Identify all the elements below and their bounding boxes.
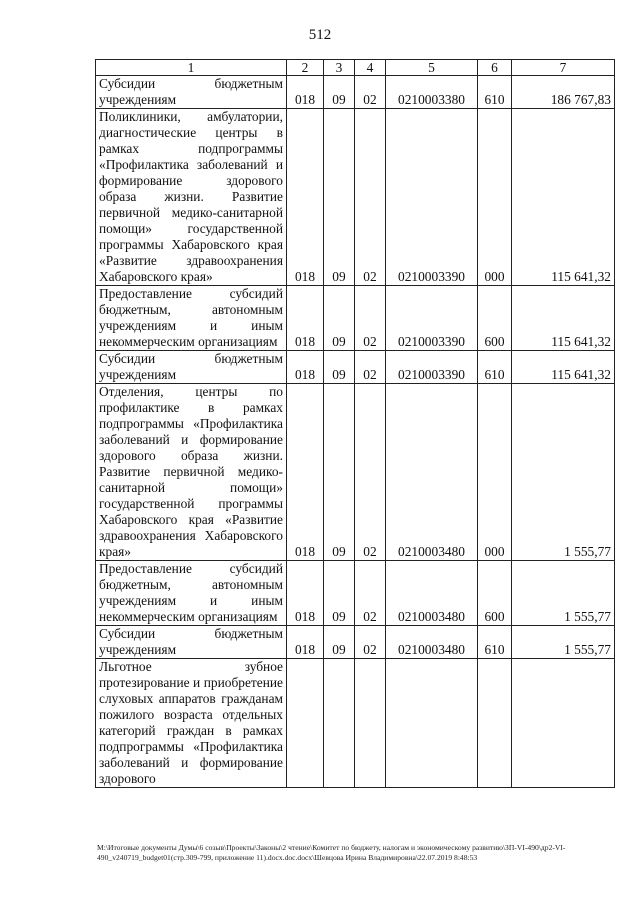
expense-type-code: 600 (478, 561, 512, 626)
ministry-code: 018 (287, 351, 324, 384)
amount: 115 641,32 (512, 286, 615, 351)
row-name: Субсидии бюджетным учреждениям (96, 351, 287, 384)
section-code: 09 (324, 626, 355, 659)
row-name: Субсидии бюджетным учреждениям (96, 626, 287, 659)
target-code: 0210003390 (386, 351, 478, 384)
target-code: 0210003480 (386, 384, 478, 561)
subsection-code: 02 (355, 286, 386, 351)
amount: 115 641,32 (512, 351, 615, 384)
row-name: Субсидии бюджетным учреждениям (96, 76, 287, 109)
page-number: 512 (308, 27, 332, 43)
table-row (96, 384, 615, 561)
column-header-7: 7 (512, 60, 615, 76)
column-header-2: 2 (287, 60, 324, 76)
subsection-code: 02 (355, 384, 386, 561)
expense-type-code: 000 (478, 384, 512, 561)
column-header-3: 3 (324, 60, 355, 76)
subsection-code: 02 (355, 351, 386, 384)
table-row (96, 286, 615, 351)
ministry-code: 018 (287, 384, 324, 561)
table-row (96, 659, 615, 788)
ministry-code: 018 (287, 286, 324, 351)
ministry-code: 018 (287, 626, 324, 659)
section-code: 09 (324, 561, 355, 626)
column-header-6: 6 (478, 60, 512, 76)
target-code: 0210003390 (386, 286, 478, 351)
subsection-code: 02 (355, 109, 386, 286)
document-path-footer: M:\Итоговые документы Думы\6 созыв\Проекты\Законы\2 чтение\Комитет по бюджету, налогам и экономическому развитию\ЗП-VI-490\др2-VI-490_v240719_budget01(стр.309-799, приложение 11).docx.doc.docx\Шевцова Ирина Владимировна\22.07.2019 8:48:53 (97, 843, 566, 862)
section-code: 09 (324, 286, 355, 351)
ministry-code: 018 (287, 76, 324, 109)
subsection-code: 02 (355, 76, 386, 109)
expense-type-code: 610 (478, 76, 512, 109)
table-row (96, 561, 615, 626)
table-row (96, 351, 615, 384)
row-name: Предоставление субсидий бюджетным, автономным учреждениям и иным некоммерческим организациям (96, 286, 287, 351)
row-name: Отделения, центры по профилактике в рамках подпрограммы «Профилактика заболеваний и формирование здорового образа жизни. Развитие первичной медико-санитарной помощи» государственной программы Хабаровского края «Развитие здравоохранения Хабаровского края» (96, 384, 287, 561)
amount (512, 659, 615, 788)
amount: 1 555,77 (512, 626, 615, 659)
column-header-1: 1 (96, 60, 287, 76)
target-code: 0210003480 (386, 561, 478, 626)
amount: 1 555,77 (512, 384, 615, 561)
column-header-4: 4 (355, 60, 386, 76)
ministry-code: 018 (287, 561, 324, 626)
ministry-code: 018 (287, 109, 324, 286)
section-code: 09 (324, 384, 355, 561)
table-row (96, 76, 615, 109)
subsection-code (355, 659, 386, 788)
subsection-code: 02 (355, 626, 386, 659)
subsection-code: 02 (355, 561, 386, 626)
ministry-code (287, 659, 324, 788)
row-name: Предоставление субсидий бюджетным, автономным учреждениям и иным некоммерческим организациям (96, 561, 287, 626)
section-code (324, 659, 355, 788)
target-code: 0210003480 (386, 626, 478, 659)
expense-type-code (478, 659, 512, 788)
table-row (96, 109, 615, 286)
amount: 1 555,77 (512, 561, 615, 626)
target-code: 0210003390 (386, 109, 478, 286)
expense-type-code: 610 (478, 626, 512, 659)
row-name: Поликлиники, амбулатории, диагностические центры в рамках подпрограммы «Профилактика заболеваний и формирование здорового образа жизни. Развитие первичной медико-санитарной помощи» государственной программы Хабаровского края «Развитие здравоохранения Хабаровского края» (96, 109, 287, 286)
row-name: Льготное зубное протезирование и приобретение слуховых аппаратов гражданам пожилого возраста отдельных категорий граждан в рамках подпрограммы «Профилактика заболеваний и формирование здорового (96, 659, 287, 788)
expense-type-code: 610 (478, 351, 512, 384)
amount: 115 641,32 (512, 109, 615, 286)
section-code: 09 (324, 109, 355, 286)
amount: 186 767,83 (512, 76, 615, 109)
table-row (96, 626, 615, 659)
expense-type-code: 000 (478, 109, 512, 286)
expense-type-code: 600 (478, 286, 512, 351)
column-header-5: 5 (386, 60, 478, 76)
section-code: 09 (324, 351, 355, 384)
header-row (96, 60, 615, 76)
budget-table (95, 59, 615, 788)
target-code: 0210003380 (386, 76, 478, 109)
target-code (386, 659, 478, 788)
section-code: 09 (324, 76, 355, 109)
